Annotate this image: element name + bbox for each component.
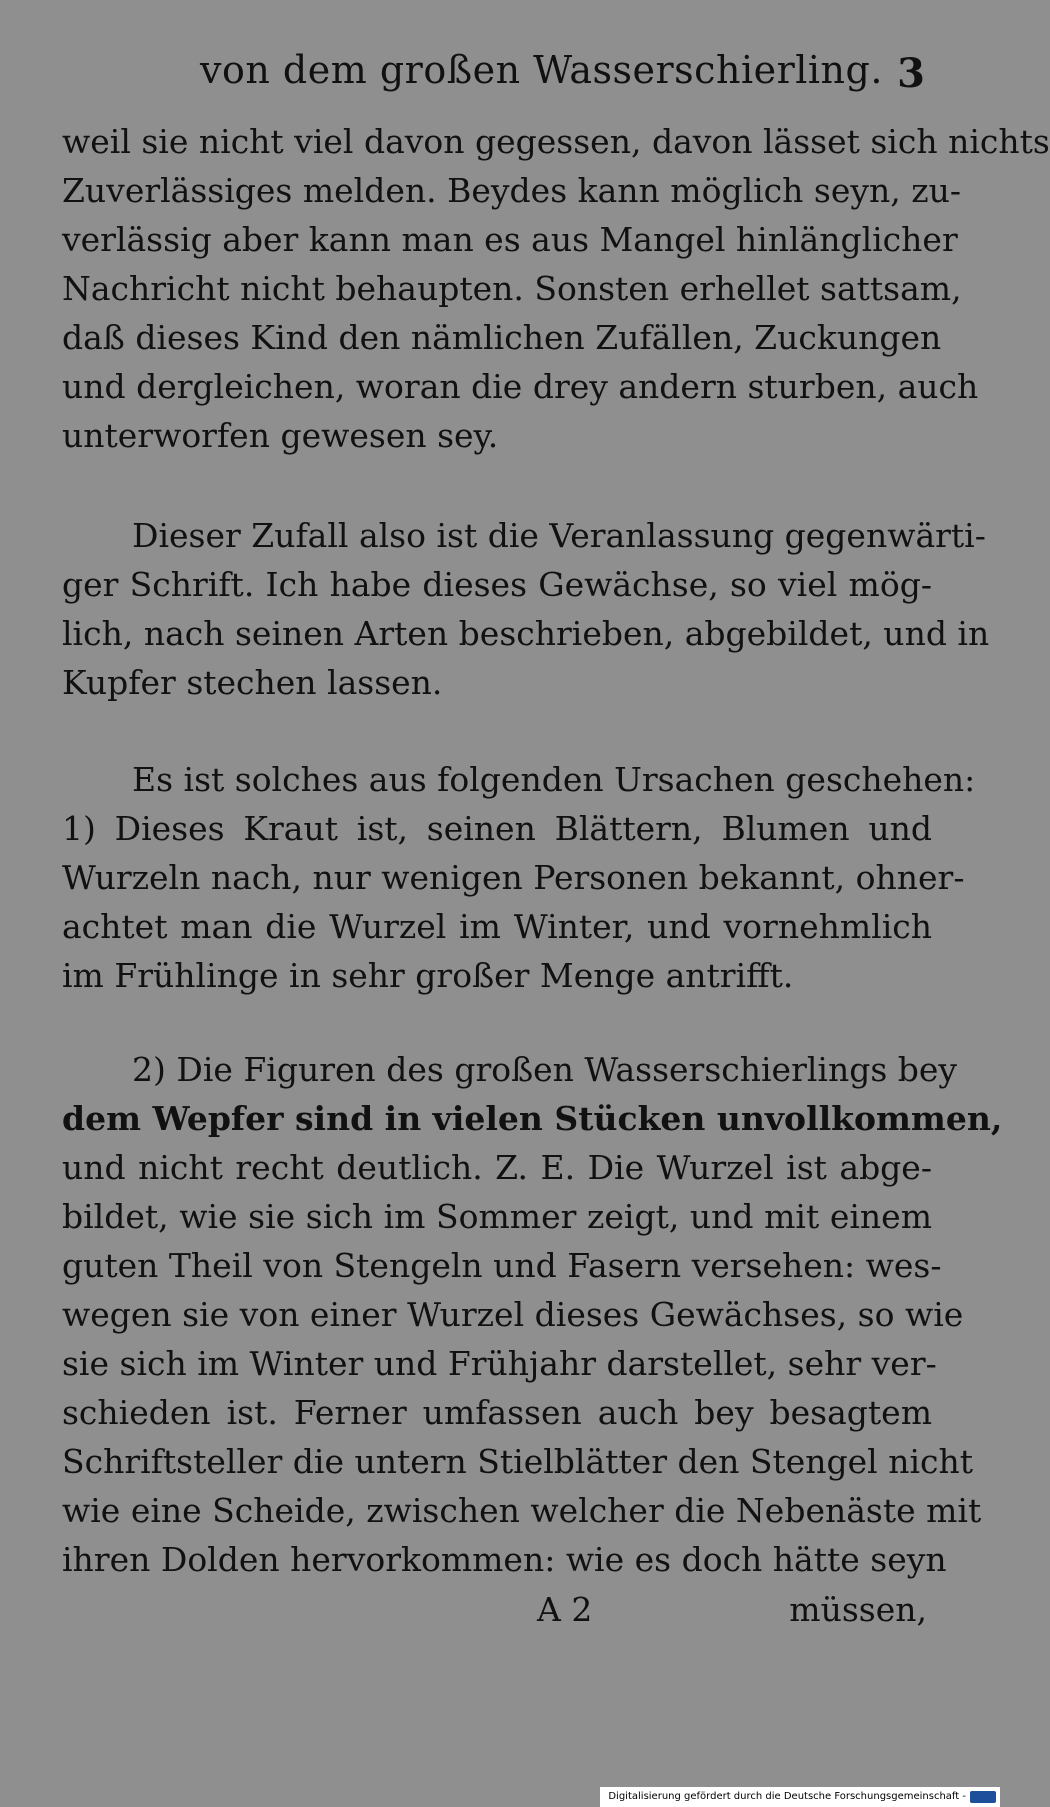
page-footer xyxy=(62,1585,932,1634)
running-title: von dem großen Wasserschierling. xyxy=(200,48,883,92)
text-line: im Frühlinge in sehr großer Menge antrifft. xyxy=(62,956,794,995)
text-line: unterworfen gewesen sey. xyxy=(62,416,499,455)
signature-mark: A 2 xyxy=(537,1590,593,1629)
text-line: dem Wepfer sind in vielen Stücken unvollkommen, xyxy=(62,1099,1003,1138)
text-line: Dieser Zufall also ist die Veranlassung gegenwärti- xyxy=(132,516,986,555)
text-line: 2) Die Figuren des großen Wasserschierlings bey xyxy=(132,1050,958,1089)
text-line: und nicht recht deutlich. Z. E. Die Wurzel ist abge- xyxy=(62,1148,932,1187)
text-line: Zuverlässiges melden. Beydes kann möglich seyn, zu- xyxy=(62,171,962,210)
paragraph-4 xyxy=(62,1045,1003,1584)
text-line: und dergleichen, woran die drey andern sturben, auch xyxy=(62,367,979,406)
paragraph-3 xyxy=(62,755,976,1000)
page-number: 3 xyxy=(897,50,925,97)
text-line: weil sie nicht viel davon gegessen, davon lässet sich nichts xyxy=(62,122,1050,161)
text-line: wie eine Scheide, zwischen welcher die Nebenäste mit xyxy=(62,1491,982,1530)
text-line: 1) Dieses Kraut ist, seinen Blättern, Blumen und xyxy=(62,809,932,848)
dfg-logo-icon xyxy=(970,1791,996,1803)
text-line: Wurzeln nach, nur wenigen Personen bekannt, ohner- xyxy=(62,858,965,897)
credit-text: Digitalisierung gefördert durch die Deutsche Forschungsgemeinschaft - xyxy=(608,1791,966,1802)
text-line: daß dieses Kind den nämlichen Zufällen, Zuckungen xyxy=(62,318,942,357)
text-line: Es ist solches aus folgenden Ursachen geschehen: xyxy=(132,760,976,799)
text-line: guten Theil von Stengeln und Fasern versehen: wes- xyxy=(62,1246,942,1285)
digitization-credit xyxy=(600,1787,1000,1807)
text-line: schieden ist. Ferner umfassen auch bey besagtem xyxy=(62,1393,932,1432)
text-line: verlässig aber kann man es aus Mangel hinlänglicher xyxy=(62,220,958,259)
running-head xyxy=(60,40,940,100)
text-line: ihren Dolden hervorkommen: wie es doch hätte seyn xyxy=(62,1540,947,1579)
text-line: lich, nach seinen Arten beschrieben, abgebildet, und in xyxy=(62,614,990,653)
text-line: Schriftsteller die untern Stielblätter den Stengel nicht xyxy=(62,1442,974,1481)
paragraph-1 xyxy=(62,117,1050,460)
paragraph-2 xyxy=(62,511,990,707)
text-line: achtet man die Wurzel im Winter, und vornehmlich xyxy=(62,907,932,946)
text-line: ger Schrift. Ich habe dieses Gewächse, so viel mög- xyxy=(62,565,932,604)
text-line: Nachricht nicht behaupten. Sonsten erhellet sattsam, xyxy=(62,269,962,308)
text-line: bildet, wie sie sich im Sommer zeigt, und mit einem xyxy=(62,1197,932,1236)
catchword: müssen, xyxy=(789,1590,927,1629)
text-line: sie sich im Winter und Frühjahr darstellet, sehr ver- xyxy=(62,1344,937,1383)
text-line: wegen sie von einer Wurzel dieses Gewächses, so wie xyxy=(62,1295,964,1334)
text-line: Kupfer stechen lassen. xyxy=(62,663,443,702)
